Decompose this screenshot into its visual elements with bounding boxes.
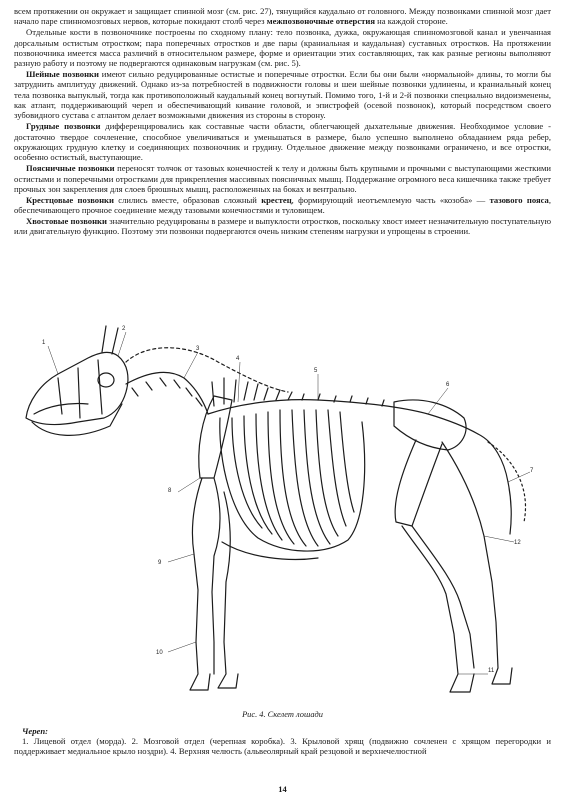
legend-heading: Череп: <box>22 726 48 736</box>
page-number: 14 <box>278 784 287 794</box>
paragraph <box>14 6 551 27</box>
text-run: всем протяжении он окружает и защищает спинной мозг (см. рис. 27), тянущийся каудально от головного. Между позвонками спинной мозг дает начало паре спинномозговых нервов, которые покидают столб через <box>14 6 551 27</box>
svg-text:9: 9 <box>158 560 162 566</box>
bold-term: Шейные позвонки <box>26 69 99 80</box>
bold-term: Крестцовые позвонки <box>26 194 114 205</box>
text-run: , формирующий неотъемлемую часть «козоба» — <box>291 194 490 205</box>
bold-term: Поясничные позвонки <box>26 163 115 174</box>
spine <box>208 400 478 434</box>
svg-text:4: 4 <box>236 356 240 362</box>
paragraph <box>14 121 551 162</box>
pelvis <box>394 400 466 450</box>
svg-text:3: 3 <box>196 346 200 352</box>
text-run: Отдельные кости в позвоночнике построены по сходному плану: тело позвонка, дужка, окружающая спинномозговой канал и увенчанная дорсальным остистым отростком; пара поперечных отростков и две пары (краниальная и каудальная) суставных отростков. На протяжении позвоночника имеется масса различий в относительном размере, форме и ориентации этих составляющих, так как разные регионы выполняют разную работу и поэтому не подвергаются одинаковым нагрузкам (см. рис. 5). <box>14 27 551 69</box>
paragraph <box>14 163 551 194</box>
svg-text:2: 2 <box>122 326 126 332</box>
figure-caption: Рис. 4. Скелет лошади <box>242 710 323 719</box>
femur <box>395 440 442 526</box>
bold-term: крестец <box>261 194 292 205</box>
ribcage <box>220 418 365 551</box>
paragraph <box>14 27 551 68</box>
skull <box>26 352 128 424</box>
hindlimb <box>402 526 474 692</box>
paragraph <box>14 69 551 121</box>
bold-term: межпозвоночные отверстия <box>266 16 375 27</box>
cervical-vertebrae <box>126 372 208 414</box>
forelimb <box>190 478 220 690</box>
bold-term: Грудные позвонки <box>26 121 101 132</box>
svg-text:10: 10 <box>156 650 163 656</box>
svg-text:6: 6 <box>446 382 450 388</box>
text-run: значительно редуцированы в размере и выпуклости отростков, поскольку хвост имеет незначительную поступательную или двигательную функцию. Поэтому эти позвонки подвергаются очень низким степеням нагрузки и упрощены в строении. <box>14 215 551 237</box>
paragraph <box>14 216 551 237</box>
paragraph <box>14 195 551 216</box>
tail-vertebrae <box>478 434 511 534</box>
bold-term: Хвостовые позвонки <box>26 215 107 226</box>
svg-text:11: 11 <box>488 668 495 674</box>
text-run: дифференцировались как составные части области, облегчающей дыхательные движения. Необходимое условие - достаточно твердое сочленение, способное увеличиваться и уменьшаться в размере, было успешно выполнено обладанием ряда ребер, окружающих грудную клетку и соединяющих позвоночник и грудину. Отдельное движение между позвонками ограничено, и все отростки, особенно остистый, выступающие. <box>14 121 551 163</box>
text-run: переносят толчок от тазовых конечностей к телу и должны быть крупными и прочными с выступающими жесткими остистыми и поперечными отростками для прикрепления массивных поясничных мышц. Поддержание огромного веса кишечника также требует прочных зон закрепления для слоев брюшных мышц, расположенных на боках и вентрально. <box>14 163 551 194</box>
svg-text:5: 5 <box>314 368 318 374</box>
svg-text:1: 1 <box>42 340 46 346</box>
legend-text: 1. Лицевой отдел (морда). 2. Мозговой отдел (черепная коробка). 3. Крыловой хрящ (подвижно сочленен с хрящом перегородки и поддерживает медиальное крыло ноздри). 4. Верхняя челюсть (альвеолярный край резцовой и верхнечелюстной <box>14 736 551 757</box>
text-run: , обеспечивающего прочное соединение между тазовыми конечностями и туловищем. <box>14 194 551 216</box>
horse-skeleton-figure <box>18 322 548 710</box>
text-run: имеют сильно редуцированные остистые и поперечные отростки. Если бы они были «нормальной» длины, то могли бы затруднить амплитуду движений. Однако из-за потребностей в подвижности головы и шеи шейные позвонки удлинены, и краниальный конец тела позвонка выпуклый, тогда как противоположный каудальный конец вогнутый. Помимо того, 1-й и 2-й позвонки специально видоизменены, как атлант, поддерживающий череп и обеспечивающий кивание головой, и эпистрофей (осевой позвонок), который посредством своего зубовидного сустава с атлантом делает возможными движения из стороны в сторону. <box>14 69 552 121</box>
text-run: слились вместе, образовав сложный <box>113 194 262 205</box>
bold-term: тазового пояса <box>489 194 549 205</box>
body-text <box>14 6 551 237</box>
svg-text:7: 7 <box>530 468 534 474</box>
svg-text:12: 12 <box>514 540 521 546</box>
text-run: на каждой стороне. <box>374 16 448 27</box>
svg-text:8: 8 <box>168 488 172 494</box>
figure-legend <box>14 726 551 757</box>
